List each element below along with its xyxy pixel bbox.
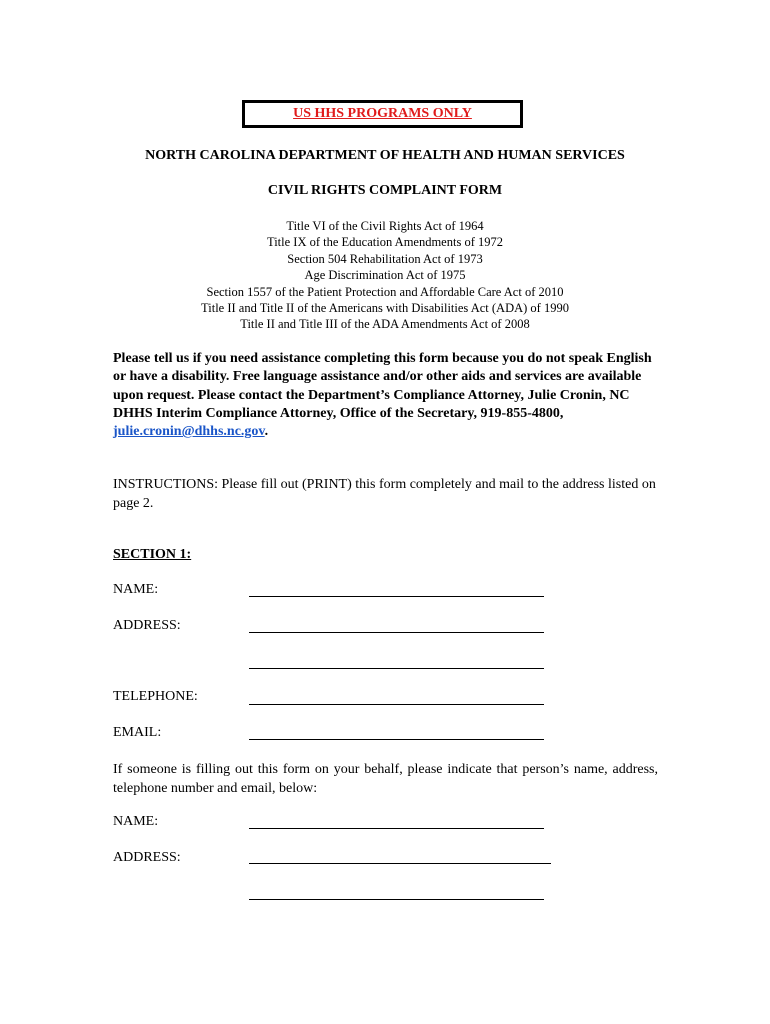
behalf-address-field-line-2[interactable] (249, 899, 544, 900)
law-item: Title II and Title III of the ADA Amendments Act of 2008 (240, 317, 530, 332)
email-field[interactable] (249, 739, 544, 740)
instructions-paragraph: INSTRUCTIONS: Please fill out (PRINT) this form completely and mail to the address listed on page 2. (113, 477, 656, 511)
compliance-email-link[interactable]: julie.cronin@dhhs.nc.gov (113, 424, 265, 440)
laws-list (0, 218, 770, 333)
agency-heading: NORTH CAROLINA DEPARTMENT OF HEALTH AND HUMAN SERVICES (145, 148, 625, 163)
section-1-heading: SECTION 1: (113, 547, 192, 562)
address-field-line-1[interactable] (249, 632, 544, 633)
name-field[interactable] (249, 596, 544, 597)
behalf-name-label: NAME: (113, 814, 159, 829)
telephone-label: TELEPHONE: (113, 689, 198, 704)
banner-text: US HHS PROGRAMS ONLY (293, 106, 472, 121)
behalf-address-label: ADDRESS: (113, 850, 181, 865)
hhs-programs-banner (242, 100, 523, 128)
law-item: Title II and Title II of the Americans with Disabilities Act (ADA) of 1990 (201, 301, 569, 316)
law-item: Section 1557 of the Patient Protection and Affordable Care Act of 2010 (206, 284, 564, 299)
assistance-text: Please tell us if you need assistance completing this form because you do not speak English or have a disability. Free language assistance and/or other aids and services are available upon request. Please contact the Department’s Compliance Attorney, Julie Cronin, NC DHHS Interim Compliance Attorney, Office of the Secretary, 919-855-4800, (113, 351, 652, 421)
address-field-line-2[interactable] (249, 668, 544, 669)
law-item: Section 504 Rehabilitation Act of 1973 (287, 251, 483, 266)
law-item: Title IX of the Education Amendments of 1972 (267, 235, 503, 250)
form-title: CIVIL RIGHTS COMPLAINT FORM (267, 183, 503, 198)
email-label: EMAIL: (113, 725, 162, 740)
law-item: Age Discrimination Act of 1975 (304, 268, 466, 283)
behalf-name-field[interactable] (249, 828, 544, 829)
telephone-field[interactable] (249, 704, 544, 705)
law-item: Title VI of the Civil Rights Act of 1964 (286, 219, 484, 233)
address-label: ADDRESS: (113, 618, 181, 633)
assistance-paragraph (113, 350, 658, 441)
behalf-paragraph: If someone is filling out this form on your behalf, please indicate that person’s name, address, telephone number and email, below: (113, 762, 658, 796)
behalf-address-field-line-1[interactable] (249, 863, 551, 864)
assistance-period: . (264, 424, 269, 440)
name-label: NAME: (113, 582, 159, 597)
